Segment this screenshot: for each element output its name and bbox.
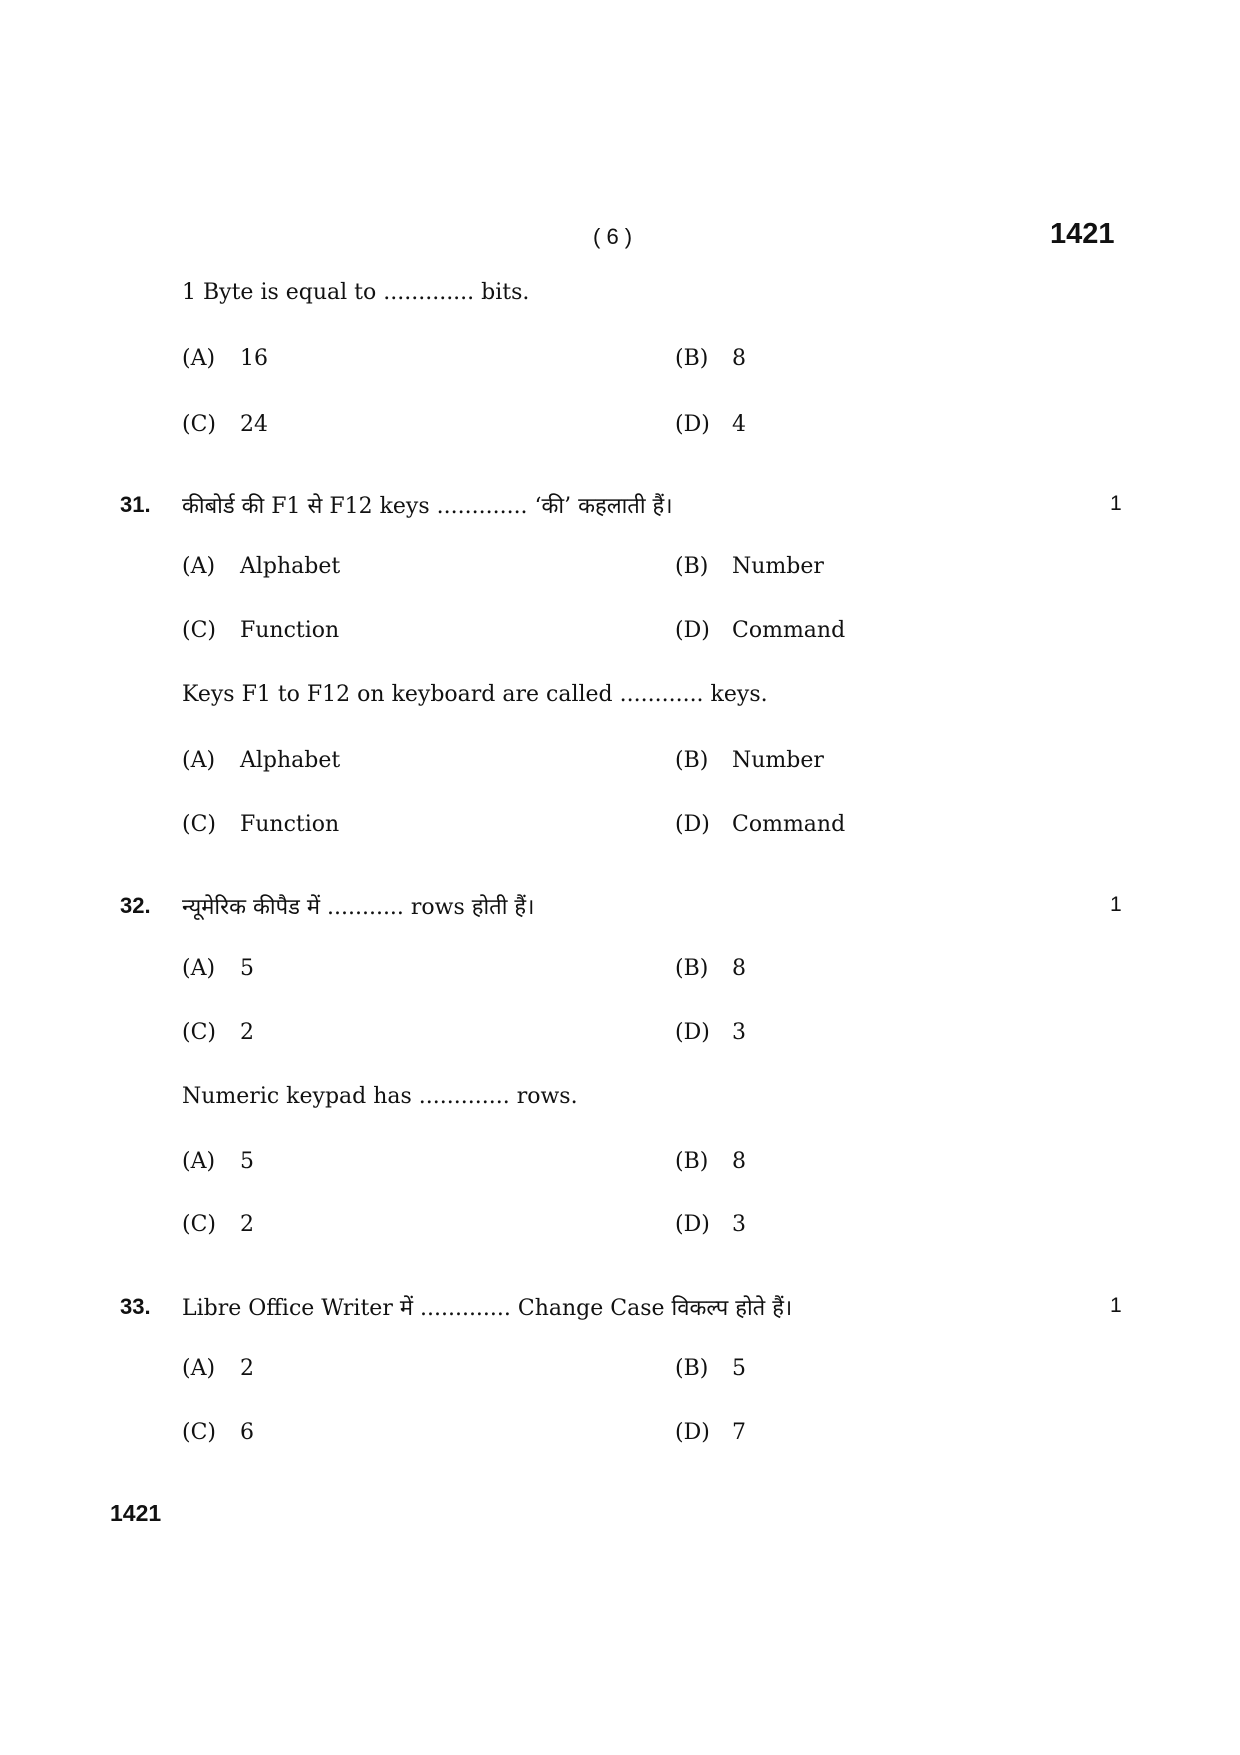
- option-text: 8: [732, 956, 746, 981]
- option-label: (B): [675, 554, 709, 579]
- option-text: 16: [240, 346, 268, 371]
- option-label: (C): [182, 412, 216, 437]
- option-text: 24: [240, 412, 268, 437]
- option-text: Number: [732, 554, 824, 579]
- option-label: (B): [675, 346, 709, 371]
- option-text: Command: [732, 812, 846, 837]
- option-label: (A): [182, 1356, 216, 1381]
- paper-code-header: 1421: [1050, 218, 1115, 250]
- option-label: (C): [182, 1420, 216, 1445]
- page-number: ( 6 ): [593, 224, 633, 249]
- question-marks: 1: [1110, 492, 1122, 515]
- option-text: Command: [732, 618, 846, 643]
- option-text: 8: [732, 346, 746, 371]
- question-text: 1 Byte is equal to ............. bits.: [182, 280, 530, 305]
- option-label: (D): [675, 1212, 710, 1237]
- question-number: 32.: [120, 893, 151, 918]
- question-marks: 1: [1110, 1294, 1122, 1317]
- option-text: Alphabet: [240, 554, 341, 579]
- question-marks: 1: [1110, 893, 1122, 916]
- question-number: 31.: [120, 492, 151, 517]
- option-label: (D): [675, 1420, 710, 1445]
- question-text-hindi: Libre Office Writer में ............. Change Case विकल्प होते हैं।: [182, 1296, 793, 1321]
- option-text: Alphabet: [240, 748, 341, 773]
- option-text: 3: [732, 1212, 746, 1237]
- option-label: (B): [675, 748, 709, 773]
- option-text: 2: [240, 1356, 254, 1381]
- option-text: 5: [240, 956, 254, 981]
- paper-code-footer: 1421: [110, 1500, 162, 1526]
- option-label: (A): [182, 748, 216, 773]
- option-label: (D): [675, 1020, 710, 1045]
- option-text: Number: [732, 748, 824, 773]
- option-text: 2: [240, 1212, 254, 1237]
- option-label: (D): [675, 412, 710, 437]
- question-text: Numeric keypad has ............. rows.: [182, 1084, 578, 1109]
- question-number: 33.: [120, 1294, 151, 1319]
- option-label: (A): [182, 1149, 216, 1174]
- option-label: (D): [675, 812, 710, 837]
- option-label: (B): [675, 1356, 709, 1381]
- option-text: 3: [732, 1020, 746, 1045]
- option-label: (C): [182, 1020, 216, 1045]
- option-text: 4: [732, 412, 746, 437]
- option-label: (C): [182, 1212, 216, 1237]
- option-label: (C): [182, 812, 216, 837]
- option-label: (C): [182, 618, 216, 643]
- option-label: (A): [182, 554, 216, 579]
- option-label: (D): [675, 618, 710, 643]
- question-text: Keys F1 to F12 on keyboard are called ............ keys.: [182, 682, 768, 707]
- option-label: (B): [675, 956, 709, 981]
- option-text: Function: [240, 618, 340, 643]
- question-text-hindi: न्यूमेरिक कीपैड में ........... rows होती हैं।: [182, 895, 535, 920]
- option-text: Function: [240, 812, 340, 837]
- option-text: 8: [732, 1149, 746, 1174]
- option-text: 5: [240, 1149, 254, 1174]
- option-text: 7: [732, 1420, 746, 1445]
- option-text: 6: [240, 1420, 254, 1445]
- question-text-hindi: कीबोर्ड की F1 से F12 keys ............. ‘की’ कहलाती हैं।: [182, 494, 673, 519]
- option-label: (B): [675, 1149, 709, 1174]
- option-label: (A): [182, 956, 216, 981]
- option-text: 5: [732, 1356, 746, 1381]
- option-text: 2: [240, 1020, 254, 1045]
- option-label: (A): [182, 346, 216, 371]
